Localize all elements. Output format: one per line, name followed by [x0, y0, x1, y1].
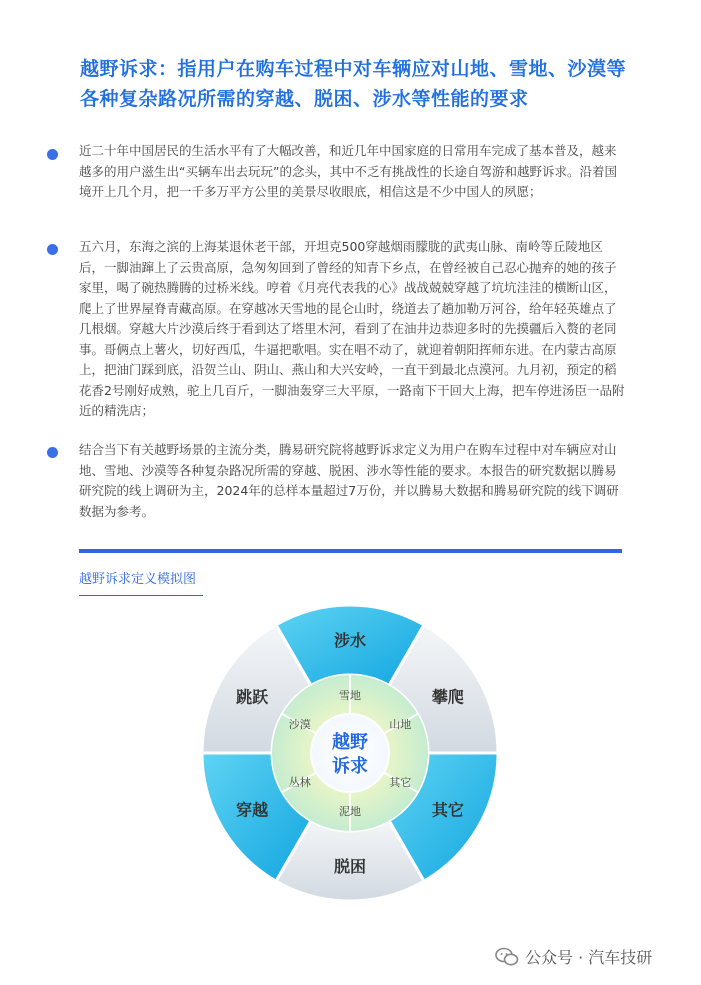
inner-label: 雪地 — [339, 689, 361, 702]
offroad-definition-diagram — [0, 600, 701, 900]
figure-title: 越野诉求定义模拟图 — [79, 572, 197, 587]
inner-label: 丛林 — [288, 776, 311, 789]
inner-label: 山地 — [389, 718, 412, 731]
bullet-icon — [47, 149, 58, 160]
center-circle — [311, 714, 389, 792]
outer-label: 其它 — [431, 800, 464, 820]
watermark — [495, 945, 652, 968]
page-title: 越野诉求：指用户在购车过程中对车辆应对山地、雪地、沙漠等各种复杂路况所需的穿越、脱困、涉水等性能的要求 — [80, 58, 627, 110]
wechat-icon — [495, 947, 519, 967]
inner-label: 其它 — [389, 776, 412, 789]
outer-label: 攀爬 — [431, 687, 464, 707]
outer-label: 跳跃 — [236, 687, 269, 707]
section-divider — [79, 549, 622, 553]
outer-label: 穿越 — [236, 800, 269, 820]
watermark-text: 公众号 · 汽车技研 — [525, 948, 653, 967]
paragraph-2: 五六月，东海之滨的上海某退休老干部，开坦克500穿越烟雨朦胧的武夷山脉、南岭等丘陵地区后，一脚油蹿上了云贵高原，急匆匆回到了曾经的知青下乡点，在曾经被自己忍心抛弃的她的孩子家里，喝了碗热腾腾的过桥米线。哼着《月亮代表我的心》战战兢兢穿越了坑坑洼洼的横断山区，爬上了世界屋脊青藏高原。在穿越冰天雪地的昆仑山时，绕道去了趟加勒万河谷，给年轻英雄点了几根烟。穿越大片沙漠后终于看到达了塔里木河，看到了在油井边恭迎多时的先摸疆后入赘的老同事。哥俩点上薯火，切好西瓜，牛逼把歌唱。实在唱不动了，就迎着朝阳挥师东进。在内蒙古高原上，把油门踩到底，沿贺兰山、阴山、燕山和大兴安岭，一直干到最北点漠河。九月初，预定的稻花香2号刚好成熟，驼上几百斤，一脚油轰穿三大平原，一路南下干回大上海，把车停进汤臣一品附近的精洗店； — [79, 239, 625, 418]
inner-label: 沙漠 — [288, 718, 311, 731]
center-text-line-2: 诉求 — [332, 756, 368, 777]
inner-label: 泥地 — [339, 805, 361, 818]
paragraph-3: 结合当下有关越野场景的主流分类，腾易研究院将越野诉求定义为用户在购车过程中对车辆应对山地、雪地、沙漠等各种复杂路况所需的穿越、脱困、涉水等性能的要求。本报告的研究数据以腾易研究院的线上调研为主，2024年的总样本量超过7万份，并以腾易大数据和腾易研究院的线下调研数据为参考。 — [79, 442, 619, 519]
figure-title-underline — [79, 595, 203, 596]
bullet-icon — [47, 447, 58, 458]
paragraph-1: 近二十年中国居民的生活水平有了大幅改善，和近几年中国家庭的日常用车完成了基本普及，越来越多的用户滋生出“买辆车出去玩玩”的念头，其中不乏有挑战性的长途自驾游和越野诉求。沿着国境开上几个月，把一千多万平方公里的美景尽收眼底，相信这是不少中国人的夙愿； — [79, 143, 617, 199]
center-text-line-1: 越野 — [332, 732, 368, 753]
outer-label: 脱困 — [333, 857, 367, 876]
bullet-icon — [47, 244, 58, 255]
outer-label: 涉水 — [333, 631, 367, 650]
